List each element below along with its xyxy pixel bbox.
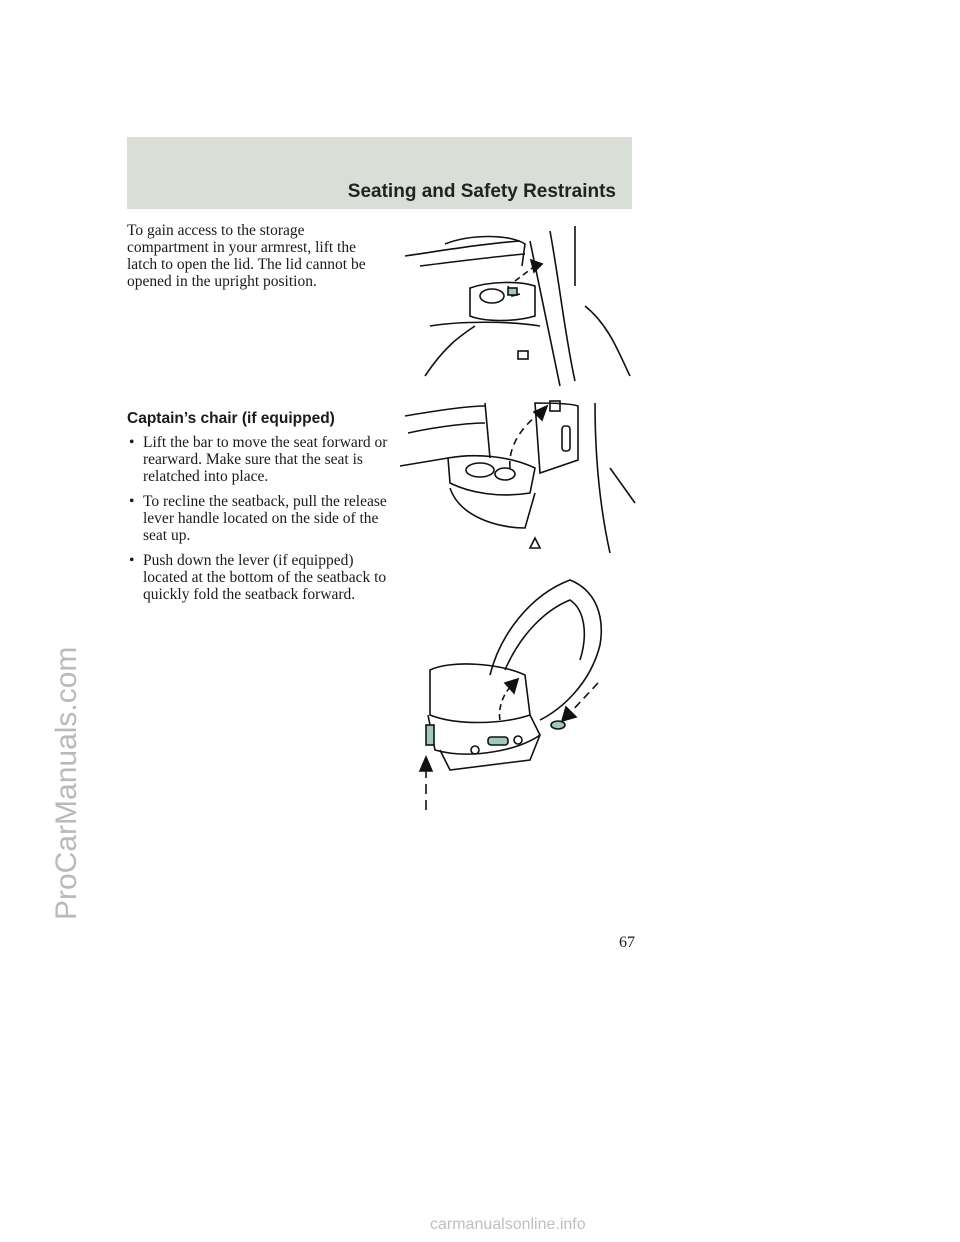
- footer-watermark: carmanualsonline.info: [430, 1216, 586, 1233]
- armrest-lid-illustration: [400, 398, 640, 558]
- armrest-latch-illustration: [400, 226, 640, 386]
- instruction-list: [127, 434, 389, 611]
- list-item: • Push down the lever (if equipped) located at the bottom of the seatback to quickly fold the seatback forward.: [129, 552, 387, 603]
- list-item: • Lift the bar to move the seat forward or rearward. Make sure that the seat is relatched into place.: [129, 434, 388, 485]
- page-number: 67: [619, 934, 635, 951]
- bullet-marker: •: [129, 493, 135, 510]
- section-title: Seating and Safety Restraints: [347, 181, 616, 202]
- bullet-marker: •: [129, 434, 135, 451]
- intro-paragraph: To gain access to the storage compartment in your armrest, lift the latch to open the lid. The lid cannot be opened in the upright position.: [127, 222, 366, 290]
- bullet-marker: •: [129, 552, 135, 569]
- captains-chair-illustration: [410, 575, 610, 810]
- section-heading: Captain’s chair (if equipped): [127, 410, 335, 427]
- section-header-band: [127, 137, 632, 209]
- side-watermark: ProCarManuals.com: [50, 646, 83, 920]
- list-item: • To recline the seatback, pull the release lever handle located on the side of the seat up.: [129, 493, 387, 544]
